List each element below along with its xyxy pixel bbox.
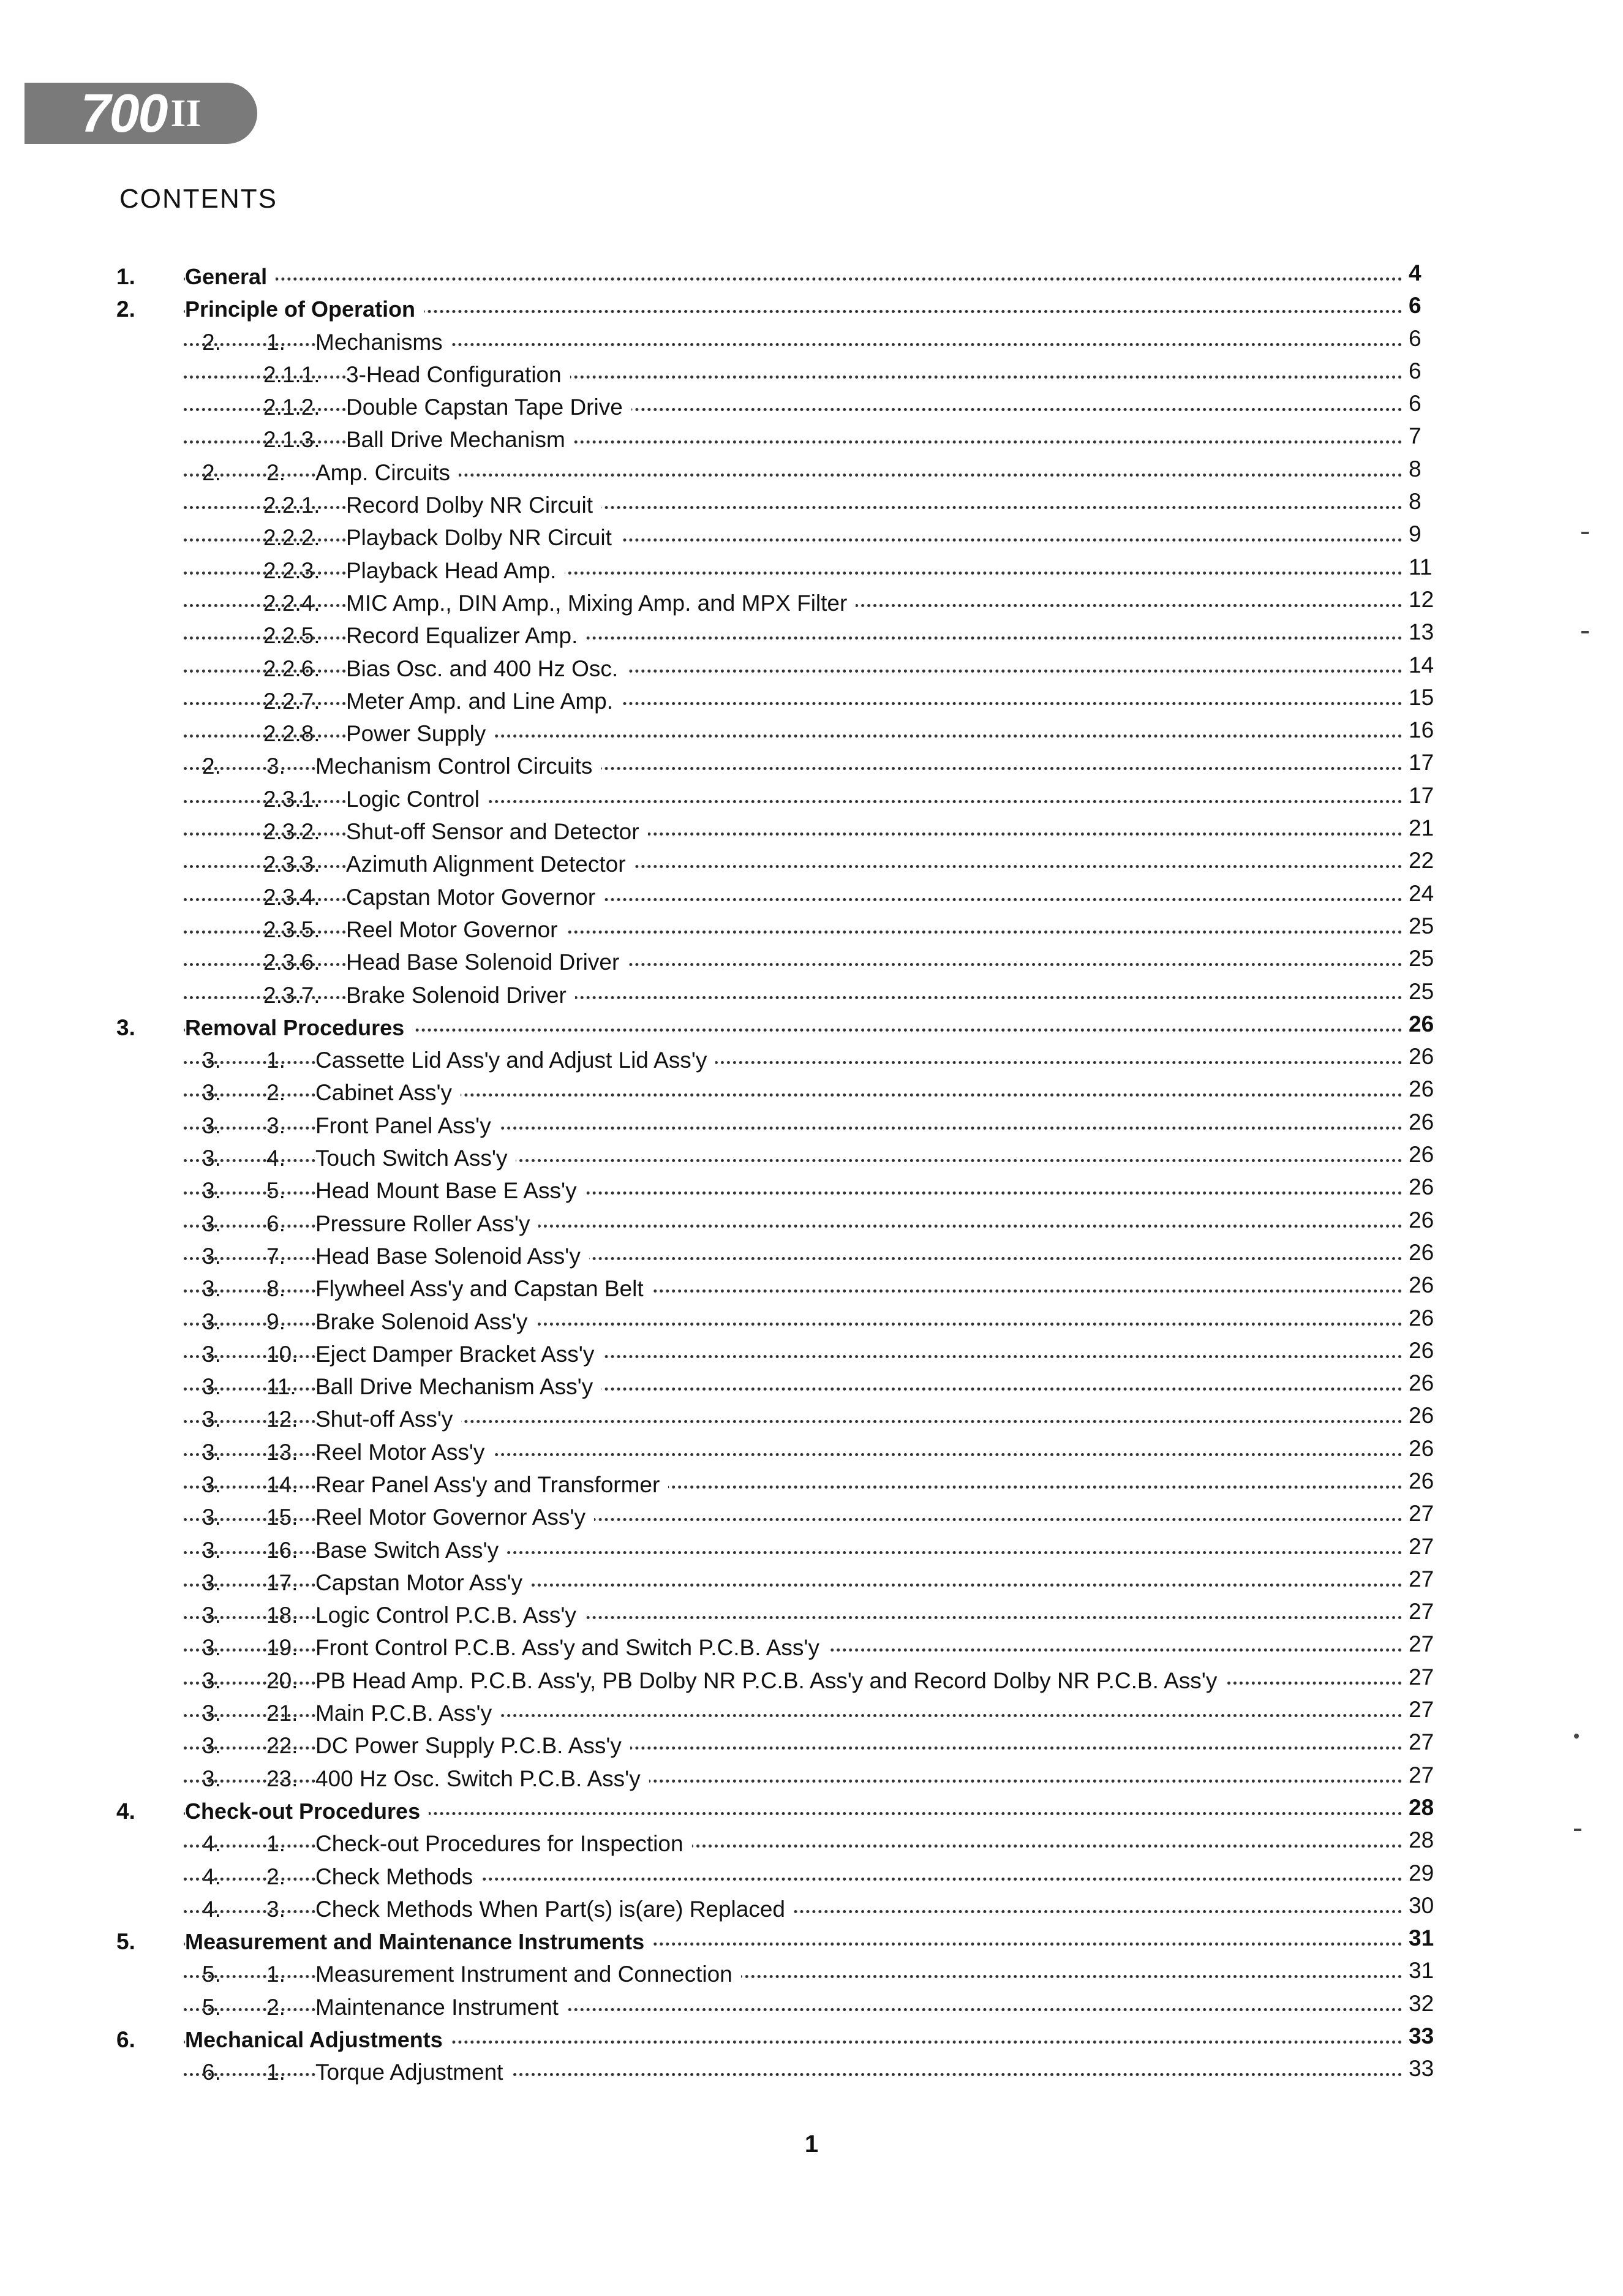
toc-page-number: 26 [1409,1142,1434,1168]
toc-section-number: 3. [202,1439,221,1465]
toc-section-number: 2. [202,329,221,355]
toc-entry [116,260,1452,293]
toc-subsection-number: 6. [266,1210,285,1236]
toc-section-number: 5. [116,1929,135,1955]
toc-entry-title: Flywheel Ass'y and Capstan Belt [315,1276,652,1302]
toc-subsection-number: 10. [266,1341,298,1367]
toc-entry [116,946,1452,978]
toc-subsection-number: 16. [266,1537,298,1563]
toc-entry-title: Record Equalizer Amp. [346,623,586,649]
toc-entry-title: Check Methods [315,1864,481,1890]
scan-mark [1581,631,1589,633]
toc-entry-title: Ball Drive Mechanism Ass'y [315,1374,601,1400]
toc-page-number: 4 [1409,260,1422,285]
toc-entry-title: Eject Damper Bracket Ass'y [315,1342,603,1367]
toc-section-number: 6. [202,2060,221,2085]
toc-entry [116,848,1452,880]
toc-entry [116,1044,1452,1076]
toc-section-number: 4. [202,1864,221,1889]
toc-subsection-number: 12. [266,1407,298,1432]
toc-entry [116,1468,1452,1501]
toc-subsection-number: 21. [266,1701,298,1726]
toc-page-number: 26 [1409,1174,1434,1200]
toc-page-number: 26 [1409,1207,1434,1233]
toc-section-number: 2. [202,459,221,485]
toc-page-number: 30 [1409,1892,1434,1918]
toc-page-number: 26 [1409,1011,1434,1037]
toc-entry-title: Capstan Motor Ass'y [315,1570,531,1596]
toc-entry [116,1958,1452,1990]
toc-entry-title: 400 Hz Osc. Switch P.C.B. Ass'y [315,1766,649,1792]
toc-entry-title: Brake Solenoid Driver [346,983,575,1008]
toc-entry-title: 3-Head Configuration [346,362,570,388]
toc-subsection-number: 2. [266,1080,285,1106]
toc-page-number: 27 [1409,1566,1434,1592]
toc-entry [116,1566,1452,1599]
toc-entry [116,750,1452,782]
toc-page-number: 11 [1409,554,1433,580]
toc-page-number: 26 [1409,1109,1434,1135]
toc-entry [116,1142,1452,1174]
toc-section-number: 2.2.1. [263,493,320,518]
toc-section-number: 3. [202,1178,221,1204]
toc-section-number: 2. [116,296,135,322]
toc-section-number: 3. [202,1635,221,1661]
toc-section-number: 2.3.3. [263,852,320,877]
toc-subsection-number: 23. [266,1765,298,1791]
toc-subsection-number: 2. [266,1864,285,1889]
toc-entry [116,1664,1452,1697]
toc-section-number: 3. [202,1048,221,1073]
toc-entry [116,423,1452,456]
toc-entry [116,293,1452,325]
toc-entry-title: Double Capstan Tape Drive [346,395,631,420]
toc-entry-title: General [185,264,276,290]
toc-section-number: 3. [202,1146,221,1171]
toc-subsection-number: 1. [266,329,285,355]
toc-entry-title: Check-out Procedures [185,1799,429,1824]
toc-subsection-number: 13. [266,1439,298,1465]
scan-mark [1581,532,1589,534]
toc-page-number: 27 [1409,1664,1434,1690]
toc-section-number: 3. [202,1112,221,1138]
toc-entry [116,1795,1452,1827]
toc-entry-title: Playback Head Amp. [346,558,565,584]
toc-subsection-number: 8. [266,1276,285,1302]
toc-section-number: 2.1.3. [263,427,320,453]
toc-page-number: 28 [1409,1794,1434,1820]
page-number: 1 [804,2131,819,2158]
toc-page-number: 22 [1409,848,1434,874]
toc-entry [116,1403,1452,1435]
toc-section-number: 3. [202,1765,221,1791]
toc-page-number: 31 [1409,1958,1434,1984]
toc-page-number: 25 [1409,913,1434,938]
toc-entry-title: Check Methods When Part(s) is(are) Replaced [315,1897,794,1922]
toc-page-number: 25 [1409,946,1434,972]
toc-page-number: 6 [1409,391,1422,417]
toc-entry-title: Cassette Lid Ass'y and Adjust Lid Ass'y [315,1048,715,1073]
toc-subsection-number: 2. [266,1994,285,2020]
toc-page-number: 9 [1409,521,1422,547]
toc-page-number: 27 [1409,1697,1434,1723]
toc-entry-title: Brake Solenoid Ass'y [315,1309,536,1335]
toc-entry [116,1370,1452,1403]
toc-page-number: 14 [1409,652,1434,678]
toc-entry [116,652,1452,685]
toc-section-number: 3. [202,1603,221,1628]
toc-page-number: 7 [1409,423,1422,449]
toc-page-number: 33 [1409,2023,1434,2049]
toc-page-number: 16 [1409,717,1434,743]
toc-page-number: 27 [1409,1631,1434,1657]
toc-page-number: 24 [1409,880,1434,906]
toc-entry [116,1599,1452,1631]
scan-mark [1574,1829,1581,1831]
toc-page-number: 33 [1409,2056,1434,2082]
toc-entry-title: Mechanical Adjustments [185,2027,451,2053]
toc-page-number: 17 [1409,750,1434,776]
toc-entry-title: Cabinet Ass'y [315,1080,461,1106]
toc-section-number: 1. [116,264,135,289]
toc-page-number: 27 [1409,1533,1434,1559]
toc-entry-title: Removal Procedures [185,1015,413,1041]
toc-section-number: 2.3.4. [263,884,320,910]
toc-page-number: 12 [1409,586,1434,612]
toc-section-number: 3. [202,1243,221,1269]
toc-subsection-number: 3. [266,753,285,779]
toc-entry [116,619,1452,652]
toc-section-number: 2.2.4. [263,590,320,616]
toc-page-number: 28 [1409,1827,1434,1853]
toc-section-number: 3. [116,1014,135,1040]
toc-entry [116,1893,1452,1925]
toc-section-number: 2.2.5. [263,623,320,649]
toc-subsection-number: 14. [266,1471,298,1497]
toc-subsection-number: 15. [266,1505,298,1530]
toc-entry-title: Logic Control P.C.B. Ass'y [315,1603,585,1628]
toc-section-number: 4. [202,1831,221,1857]
toc-section-number: 2.2.6. [263,655,320,681]
toc-subsection-number: 2. [266,459,285,485]
toc-entry [116,1240,1452,1272]
toc-entry [116,717,1452,750]
toc-entry [116,1305,1452,1338]
toc-entry [116,783,1452,815]
toc-entry-title: Capstan Motor Governor [346,885,604,910]
toc-entry [116,1729,1452,1762]
toc-entry-title: Front Panel Ass'y [315,1113,500,1139]
toc-entry [116,2056,1452,2088]
toc-entry [116,1501,1452,1533]
toc-section-number: 4. [116,1798,135,1824]
toc-entry [116,913,1452,946]
toc-entry [116,1436,1452,1468]
toc-subsection-number: 3. [266,1896,285,1922]
toc-section-number: 3. [202,1341,221,1367]
toc-subsection-number: 5. [266,1178,285,1204]
toc-entry [116,1076,1452,1109]
toc-entry-title: Front Control P.C.B. Ass'y and Switch P.C.B. Ass'y [315,1635,828,1661]
toc-section-number: 2.2.2. [263,525,320,551]
toc-section-number: 2.2.7. [263,688,320,714]
toc-entry [116,881,1452,913]
toc-page-number: 27 [1409,1501,1434,1527]
logo-model-number: 700 [80,83,167,143]
toc-page-number: 26 [1409,1076,1434,1102]
toc-entry [116,1925,1452,1958]
toc-entry-title: Pressure Roller Ass'y [315,1211,538,1237]
toc-entry-title: Mechanisms [315,330,451,355]
toc-page-number: 31 [1409,1925,1434,1951]
toc-subsection-number: 3. [266,1112,285,1138]
toc-section-number: 3. [202,1505,221,1530]
toc-section-number: 4. [202,1896,221,1922]
toc-section-number: 3. [202,1407,221,1432]
toc-entry [116,391,1452,423]
toc-entry-title: Check-out Procedures for Inspection [315,1831,692,1857]
toc-page-number: 26 [1409,1044,1434,1070]
toc-section-number: 3. [202,1080,221,1106]
toc-entry [116,456,1452,489]
toc-section-number: 3. [202,1471,221,1497]
toc-page-number: 26 [1409,1403,1434,1429]
toc-section-number: 5. [202,1994,221,2020]
toc-entry [116,326,1452,358]
toc-entry [116,1860,1452,1893]
toc-entry [116,489,1452,521]
toc-entry [116,1534,1452,1566]
page-title: CONTENTS [119,184,277,214]
toc-page-number: 27 [1409,1599,1434,1625]
toc-entry-title: Power Supply [346,721,494,747]
toc-section-number: 2.3.6. [263,950,320,975]
toc-section-number: 2.2.8. [263,721,320,747]
toc-entry [116,685,1452,717]
toc-entry [116,358,1452,391]
toc-section-number: 3. [202,1276,221,1302]
toc-section-number: 3. [202,1667,221,1693]
toc-page-number: 6 [1409,325,1422,351]
toc-entry-title: Measurement Instrument and Connection [315,1962,741,1987]
toc-subsection-number: 20. [266,1667,298,1693]
toc-section-number: 2.1.1. [263,361,320,387]
toc-entry [116,1207,1452,1240]
toc-entry-title: Mechanism Control Circuits [315,753,601,779]
toc-section-number: 3. [202,1701,221,1726]
toc-entry-title: Reel Motor Ass'y [315,1440,493,1465]
toc-entry-title: Head Mount Base E Ass'y [315,1178,586,1204]
toc-entry [116,1272,1452,1305]
table-of-contents [116,260,1452,2089]
toc-section-number: 5. [202,1962,221,1987]
toc-entry-title: Main P.C.B. Ass'y [315,1701,500,1726]
toc-entry [116,1991,1452,2023]
model-logo [24,83,257,144]
toc-page-number: 26 [1409,1337,1434,1363]
toc-entry-title: Logic Control [346,787,488,812]
toc-entry [116,587,1452,619]
logo-roman-numeral: II [170,91,201,135]
toc-page-number: 26 [1409,1435,1434,1461]
toc-subsection-number: 7. [266,1243,285,1269]
toc-entry-title: Bias Osc. and 400 Hz Osc. [346,656,627,682]
toc-entry-title: Reel Motor Governor Ass'y [315,1505,594,1530]
toc-entry-title: Principle of Operation [185,296,424,322]
toc-page-number: 26 [1409,1305,1434,1331]
toc-page-number: 26 [1409,1468,1434,1494]
toc-entry-title: Meter Amp. and Line Amp. [346,689,622,714]
toc-entry [116,1762,1452,1795]
toc-section-number: 2.3.5. [263,916,320,942]
toc-entry [116,815,1452,848]
toc-page-number: 25 [1409,978,1434,1004]
toc-entry [116,554,1452,587]
toc-page-number: 27 [1409,1762,1434,1788]
toc-entry-title: Reel Motor Governor [346,917,566,943]
toc-entry-title: PB Head Amp. P.C.B. Ass'y, PB Dolby NR P.C.B. Ass'y and Record Dolby NR P.C.B. Ass'y [315,1668,1226,1694]
toc-entry [116,1174,1452,1207]
toc-section-number: 3. [202,1374,221,1400]
toc-entry-title: Shut-off Ass'y [315,1407,461,1432]
toc-entry [116,1827,1452,1860]
toc-section-number: 2.1.2. [263,395,320,420]
toc-section-number: 3. [202,1733,221,1759]
toc-section-number: 3. [202,1537,221,1563]
toc-entry-title: Rear Panel Ass'y and Transformer [315,1472,668,1498]
scan-mark [1574,1734,1579,1739]
toc-page-number: 26 [1409,1239,1434,1265]
toc-entry-title: Touch Switch Ass'y [315,1146,516,1171]
toc-page-number: 32 [1409,1990,1434,2016]
toc-entry-title: MIC Amp., DIN Amp., Mixing Amp. and MPX Filter [346,591,856,616]
toc-subsection-number: 1. [266,1962,285,1987]
toc-section-number: 2.3.7. [263,982,320,1008]
toc-entry [116,1109,1452,1142]
toc-subsection-number: 22. [266,1733,298,1759]
toc-page-number: 15 [1409,684,1434,710]
toc-page-number: 8 [1409,489,1422,515]
toc-subsection-number: 19. [266,1635,298,1661]
toc-entry-title: Ball Drive Mechanism [346,427,574,453]
toc-page-number: 6 [1409,358,1422,383]
toc-entry [116,1697,1452,1729]
toc-page-number: 6 [1409,293,1422,319]
toc-entry [116,979,1452,1011]
toc-subsection-number: 11. [266,1374,296,1400]
toc-page-number: 26 [1409,1272,1434,1298]
toc-entry-title: Shut-off Sensor and Detector [346,819,648,845]
toc-entry-title: Azimuth Alignment Detector [346,852,635,877]
toc-entry-title: Measurement and Maintenance Instruments [185,1929,653,1955]
toc-page-number: 21 [1409,815,1434,841]
toc-subsection-number: 1. [266,2060,285,2085]
toc-section-number: 2.3.2. [263,819,320,845]
toc-section-number: 3. [202,1569,221,1595]
toc-subsection-number: 1. [266,1831,285,1857]
toc-page-number: 29 [1409,1860,1434,1886]
toc-subsection-number: 17. [266,1569,298,1595]
toc-section-number: 2. [202,753,221,779]
toc-section-number: 2.2.3. [263,557,320,583]
toc-page-number: 17 [1409,782,1434,808]
toc-entry-title: Head Base Solenoid Ass'y [315,1244,589,1269]
toc-entry [116,521,1452,554]
toc-entry [116,1011,1452,1044]
toc-page-number: 13 [1409,619,1434,645]
toc-subsection-number: 4. [266,1146,285,1171]
toc-entry-title: Torque Adjustment [315,2060,511,2085]
toc-entry-title: DC Power Supply P.C.B. Ass'y [315,1733,630,1759]
toc-section-number: 2.3.1. [263,786,320,812]
toc-entry [116,1338,1452,1370]
toc-entry-title: Maintenance Instrument [315,1995,567,2020]
toc-entry [116,1631,1452,1664]
toc-section-number: 6. [116,2027,135,2053]
toc-subsection-number: 18. [266,1603,298,1628]
toc-subsection-number: 1. [266,1048,285,1073]
toc-entry-title: Head Base Solenoid Driver [346,950,628,975]
toc-entry-title: Playback Dolby NR Circuit [346,525,620,551]
toc-entry [116,2023,1452,2056]
toc-section-number: 3. [202,1308,221,1334]
dot-leader [184,278,1403,281]
toc-page-number: 8 [1409,456,1422,481]
toc-entry-title: Amp. Circuits [315,460,459,486]
toc-page-number: 26 [1409,1370,1434,1396]
toc-section-number: 3. [202,1210,221,1236]
toc-subsection-number: 9. [266,1308,285,1334]
toc-entry-title: Record Dolby NR Circuit [346,493,601,518]
toc-entry-title: Base Switch Ass'y [315,1538,507,1563]
toc-page-number: 27 [1409,1729,1434,1755]
